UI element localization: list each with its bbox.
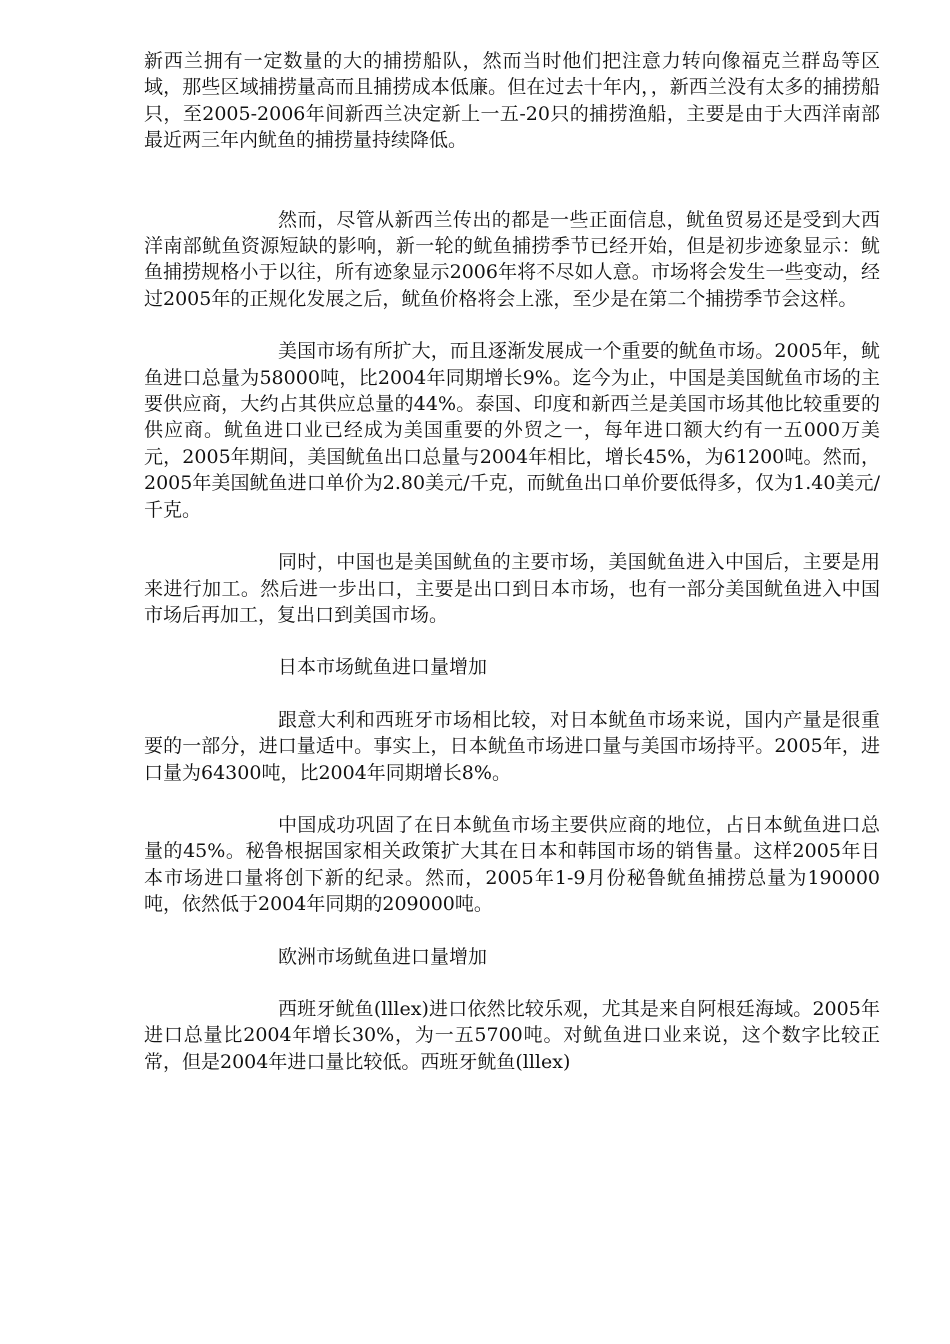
paragraph-new-zealand-fleet: 新西兰拥有一定数量的大的捕捞船队，然而当时他们把注意力转向像福克兰群岛等区域，那些区域捕捞量高而且捕捞成本低廉。但在过去十年内，，新西兰没有太多的捕捞船只，至2005-2006年间新西兰决定新上一五-20只的捕捞渔船，主要是由于大西洋南部最近两三年内鱿鱼的捕捞量持续降低。 bbox=[144, 50, 880, 152]
paragraph-china-us-trade: 同时，中国也是美国鱿鱼的主要市场，美国鱿鱼进入中国后，主要是用来进行加工。然后进一步出口，主要是出口到日本市场，也有一部分美国鱿鱼进入中国市场后再加工，复出口到美国市场。 bbox=[144, 551, 880, 626]
section-heading-japan: 日本市场鱿鱼进口量增加 bbox=[278, 656, 488, 679]
paragraph-spain-imports: 西班牙鱿鱼(lllex)进口依然比较乐观，尤其是来自阿根廷海域。2005年进口总量比2004年增长30%，为一五5700吨。对鱿鱼进口业来说，这个数字比较正常，但是2004年进口量比较低。西班牙鱿鱼(lllex) bbox=[144, 997, 880, 1073]
paragraph-japan-market: 跟意大利和西班牙市场相比较，对日本鱿鱼市场来说，国内产量是很重要的一部分，进口量适中。事实上，日本鱿鱼市场进口量与美国市场持平。2005年，进口量为64300吨，比2004年同期增长8%。 bbox=[144, 708, 880, 784]
paragraph-atlantic-shortage: 然而，尽管从新西兰传出的都是一些正面信息，鱿鱼贸易还是受到大西洋南部鱿鱼资源短缺的影响，新一轮的鱿鱼捕捞季节已经开始，但是初步迹象显示：鱿鱼捕捞规格小于以往，所有迹象显示2006年将不尽如人意。市场将会发生一些变动，经过2005年的正规化发展之后，鱿鱼价格将会上涨，至少是在第二个捕捞季节会这样。 bbox=[144, 208, 880, 310]
document-page bbox=[144, 48, 880, 1075]
paragraph-china-japan-supply: 中国成功巩固了在日本鱿鱼市场主要供应商的地位，占日本鱿鱼进口总量的45%。秘鲁根据国家相关政策扩大其在日本和韩国市场的销售量。这样2005年日本市场进口量将创下新的纪录。然而，2005年1-9月份秘鲁鱿鱼捕捞总量为190000吨，依然低于2004年同期的209000吨。 bbox=[144, 813, 880, 916]
paragraph-us-market: 美国市场有所扩大，而且逐渐发展成一个重要的鱿鱼市场。2005年，鱿鱼进口总量为58000吨，比2004年同期增长9%。迄今为止，中国是美国鱿鱼市场的主要供应商，大约占其供应总量的44%。泰国、印度和新西兰是美国市场其他比较重要的供应商。鱿鱼进口业已经成为美国重要的外贸之一，每年进口额大约有一五000万美元，2005年期间，美国鱿鱼出口总量与2004年相比，增长45%，为61200吨。然而，2005年美国鱿鱼进口单价为2.80美元/千克，而鱿鱼出口单价要低得多，仅为1.40美元/千克。 bbox=[144, 340, 880, 521]
section-heading-europe: 欧洲市场鱿鱼进口量增加 bbox=[278, 945, 488, 968]
